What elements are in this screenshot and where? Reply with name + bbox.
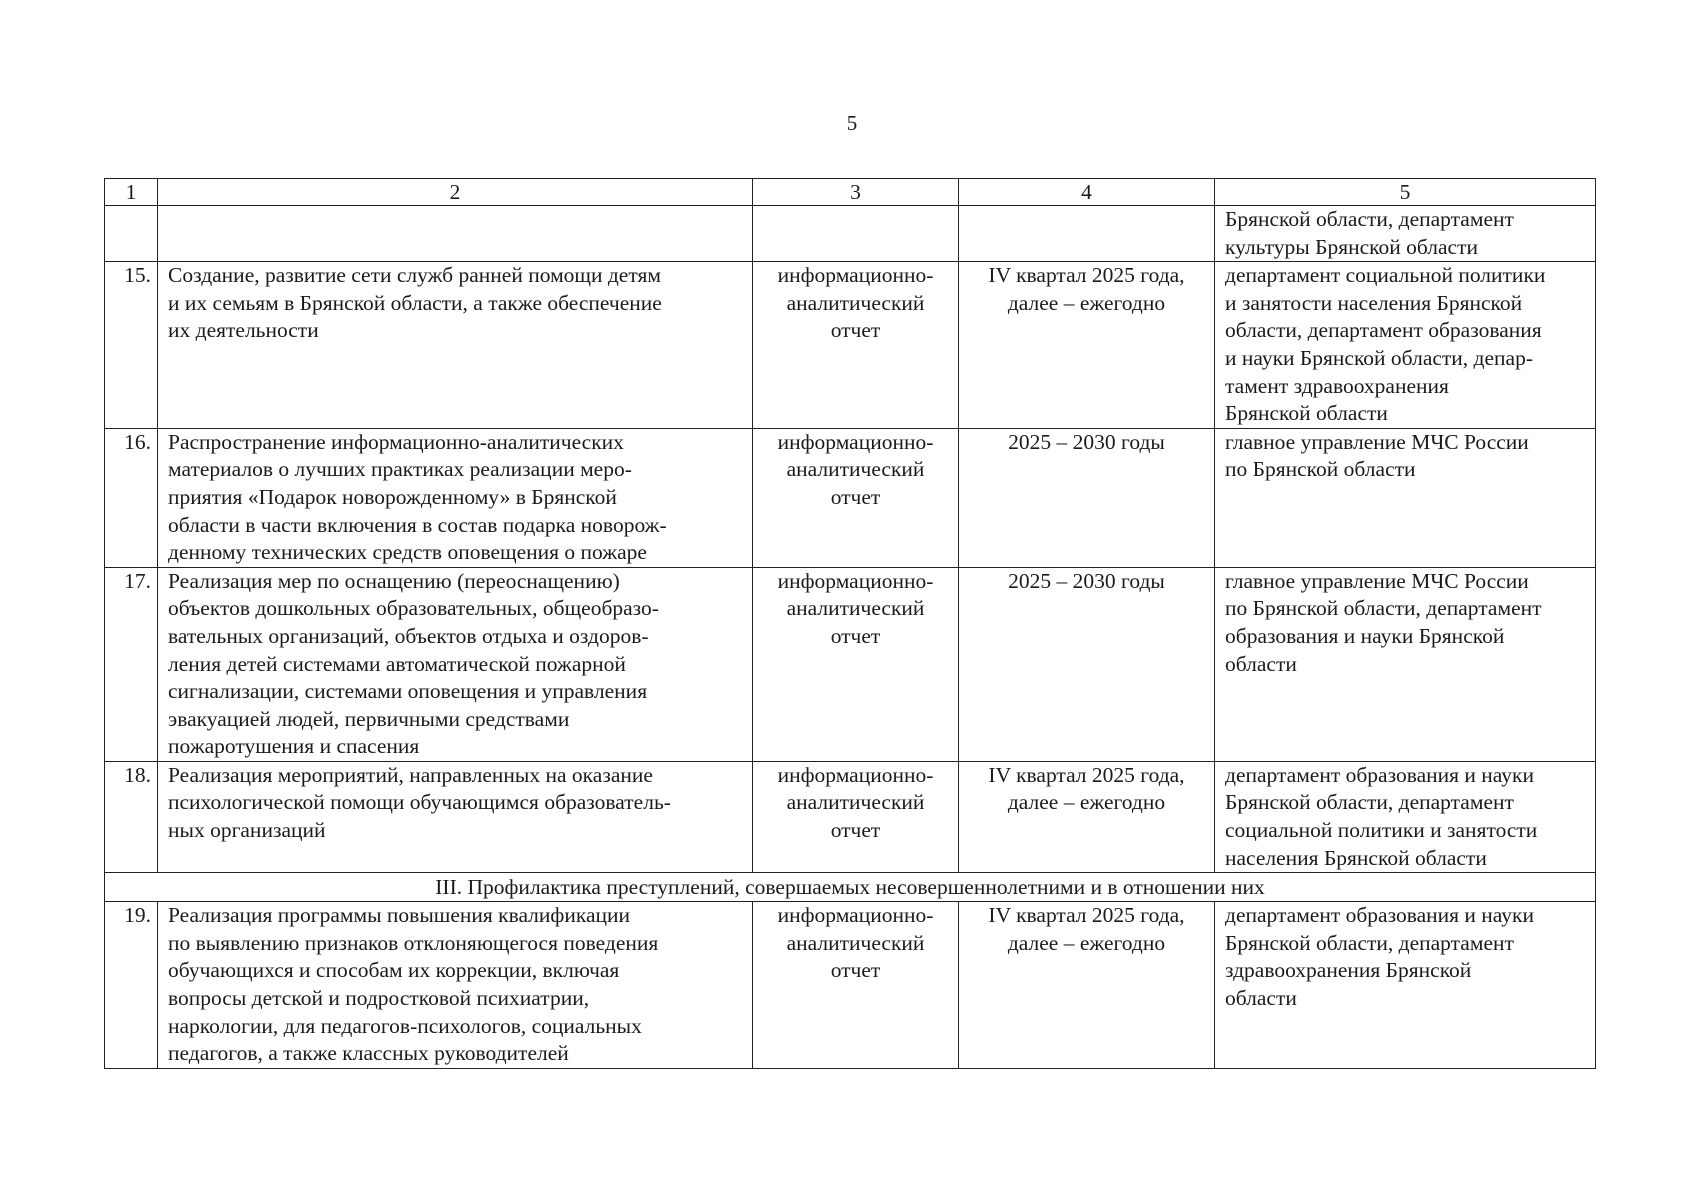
text-line: по Брянской области: [1225, 457, 1416, 482]
text-line: информационно-: [777, 762, 934, 787]
task-cell: [158, 567, 753, 761]
text-line: 2025 – 2030 годы: [1008, 568, 1165, 593]
text-line: департамент образования и науки: [1225, 903, 1534, 928]
text-line: главное управление МЧС России: [1225, 568, 1529, 593]
text-line: департамент образования и науки: [1225, 762, 1534, 787]
header-col-3: 3: [753, 179, 959, 206]
text-line: психологической помощи обучающимся образователь-: [168, 790, 671, 815]
cont-num-cell: [105, 206, 158, 262]
text-line: социальной политики и занятости: [1225, 818, 1538, 843]
text-line: информационно-: [777, 263, 934, 288]
text-line: ных организаций: [168, 818, 326, 843]
table-row: [105, 567, 1596, 761]
text-line: ления детей системами автоматической пожарной: [168, 651, 626, 676]
header-col-5: 5: [1215, 179, 1596, 206]
text-line: пожаротушения и спасения: [168, 734, 420, 759]
term-cell: [959, 902, 1215, 1069]
header-col-2: 2: [158, 179, 753, 206]
text-line: Реализация программы повышения квалификации: [168, 903, 631, 928]
cont-task-cell: [158, 206, 753, 262]
text-line: Распространение информационно-аналитических: [168, 429, 624, 454]
term-cell: [959, 567, 1215, 761]
text-line: Создание, развитие сети служб ранней помощи детям: [168, 263, 661, 288]
text-line: объектов дошкольных образовательных, общеобразо-: [168, 596, 659, 621]
text-line: Брянской области, департамент: [1225, 207, 1514, 231]
text-line: отчет: [830, 818, 881, 843]
text-line: далее – ежегодно: [1007, 290, 1166, 315]
text-line: и занятости населения Брянской: [1225, 290, 1523, 315]
responsible-cell: [1215, 761, 1596, 872]
task-cell: [158, 428, 753, 567]
text-line: аналитический: [786, 596, 925, 621]
text-line: 2025 – 2030 годы: [1008, 429, 1165, 454]
text-line: наркологии, для педагогов-психологов, социальных: [168, 1013, 642, 1038]
table-row: [105, 761, 1596, 872]
text-line: отчет: [830, 958, 881, 983]
term-cell: [959, 262, 1215, 429]
text-line: сигнализации, системами оповещения и управления: [168, 679, 648, 704]
text-line: Брянской области, департамент: [1225, 930, 1514, 955]
text-line: населения Брянской области: [1225, 845, 1487, 870]
responsible-cell: [1215, 428, 1596, 567]
text-line: аналитический: [786, 290, 925, 315]
text-line: аналитический: [786, 930, 925, 955]
text-line: Брянской области: [1225, 401, 1388, 426]
text-line: информационно-: [777, 903, 934, 928]
text-line: области: [1225, 986, 1297, 1011]
text-line: обучающихся и способам их коррекции, включая: [168, 958, 620, 983]
cont-responsible-cell: [1215, 206, 1596, 262]
responsible-cell: [1215, 262, 1596, 429]
row-number: 19.: [105, 902, 158, 1069]
text-line: культуры Брянской области: [1225, 234, 1478, 259]
page-number: 5: [846, 111, 858, 135]
report-form-cell: [753, 567, 959, 761]
text-line: и их семьям в Брянской области, а также обеспечение: [168, 290, 662, 315]
table-row: [105, 262, 1596, 429]
row-number: 16.: [105, 428, 158, 567]
text-line: отчет: [830, 623, 881, 648]
text-line: отчет: [830, 484, 881, 509]
text-line: их деятельности: [168, 318, 319, 343]
text-line: вопросы детской и подростковой психиатрии,: [168, 986, 590, 1011]
task-cell: [158, 902, 753, 1069]
text-line: Брянской области, департамент: [1225, 790, 1514, 815]
report-form-cell: [753, 761, 959, 872]
term-cell: [959, 761, 1215, 872]
text-line: тамент здравоохранения: [1225, 373, 1449, 398]
text-line: приятия «Подарок новорожденному» в Брянской: [168, 484, 617, 509]
table-row: [105, 902, 1596, 1069]
text-line: материалов о лучших практиках реализации меро-: [168, 457, 632, 482]
text-line: IV квартал 2025 года,: [988, 263, 1185, 288]
report-form-cell: [753, 428, 959, 567]
text-line: образования и науки Брянской: [1225, 623, 1505, 648]
row-number: 18.: [105, 761, 158, 872]
text-line: Реализация мер по оснащению (переоснащению): [168, 568, 620, 593]
report-form-cell: [753, 902, 959, 1069]
text-line: эвакуацией людей, первичными средствами: [168, 706, 570, 731]
row-number: 17.: [105, 567, 158, 761]
task-cell: [158, 761, 753, 872]
cont-term-cell: [959, 206, 1215, 262]
header-col-4: 4: [959, 179, 1215, 206]
text-line: области в части включения в состав подарка новорож-: [168, 512, 667, 537]
section-heading: III. Профилактика преступлений, совершаемых несовершеннолетними и в отношении них: [105, 873, 1596, 902]
text-line: вательных организаций, объектов отдыха и оздоров-: [168, 623, 649, 648]
responsible-cell: [1215, 902, 1596, 1069]
text-line: денному технических средств оповещения о пожаре: [168, 540, 647, 565]
text-line: области: [1225, 651, 1297, 676]
text-line: главное управление МЧС России: [1225, 429, 1529, 454]
text-line: Реализация мероприятий, направленных на оказание: [168, 762, 653, 787]
text-line: информационно-: [777, 429, 934, 454]
text-line: аналитический: [786, 457, 925, 482]
term-cell: [959, 428, 1215, 567]
text-line: IV квартал 2025 года,: [988, 903, 1185, 928]
text-line: по выявлению признаков отклоняющегося поведения: [168, 930, 659, 955]
text-line: отчет: [830, 318, 881, 343]
text-line: по Брянской области, департамент: [1225, 596, 1542, 621]
text-line: далее – ежегодно: [1007, 930, 1166, 955]
text-line: области, департамент образования: [1225, 318, 1542, 343]
header-col-1: 1: [105, 179, 158, 206]
cont-report-cell: [753, 206, 959, 262]
text-line: педагогов, а также классных руководителей: [168, 1041, 569, 1066]
plan-table: [104, 178, 1596, 1069]
responsible-cell: [1215, 567, 1596, 761]
continuation-row: [105, 206, 1596, 262]
table-row: [105, 428, 1596, 567]
header-row: [105, 179, 1596, 206]
text-line: и науки Брянской области, депар-: [1225, 345, 1533, 370]
text-line: департамент социальной политики: [1225, 263, 1546, 288]
text-line: IV квартал 2025 года,: [988, 762, 1185, 787]
text-line: далее – ежегодно: [1007, 790, 1166, 815]
text-line: информационно-: [777, 568, 934, 593]
text-line: здравоохранения Брянской: [1225, 958, 1472, 983]
report-form-cell: [753, 262, 959, 429]
section-row: [105, 873, 1596, 902]
text-line: аналитический: [786, 790, 925, 815]
row-number: 15.: [105, 262, 158, 429]
task-cell: [158, 262, 753, 429]
